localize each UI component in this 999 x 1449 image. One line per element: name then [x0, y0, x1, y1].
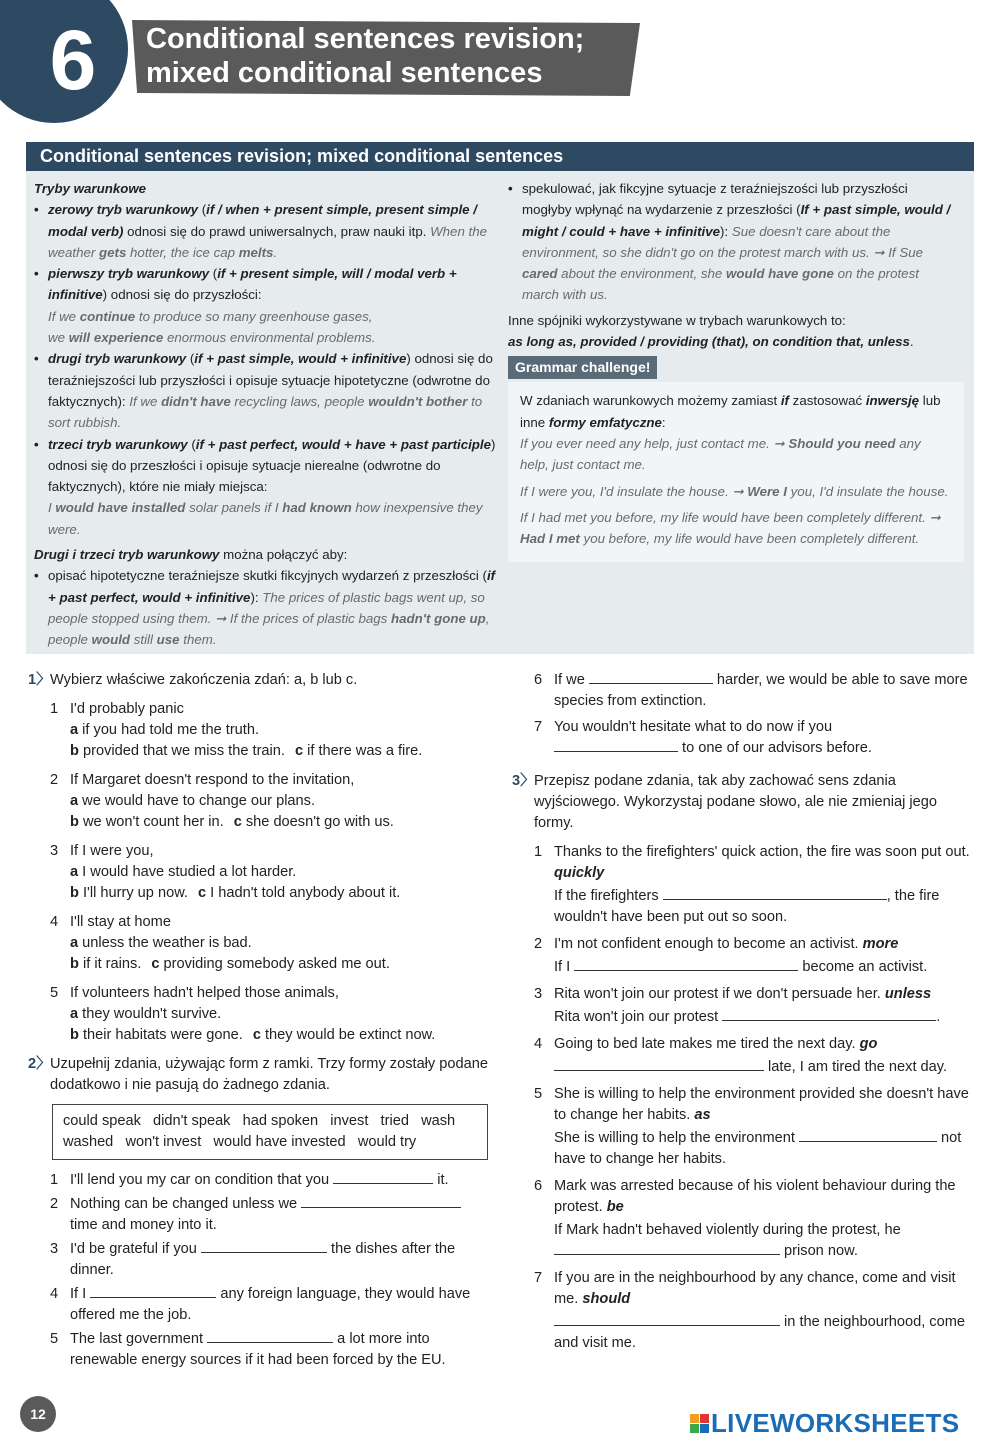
answer-blank[interactable] [554, 1312, 780, 1326]
item-number: 6 [534, 1178, 543, 1194]
option-b[interactable]: b I'll hurry up now. [70, 885, 188, 901]
grammar-challenge-tag: Grammar challenge! [508, 356, 657, 379]
exercise-2-item: 1 I'll lend you my car on condition that you it. [50, 1170, 490, 1191]
source-sentence: Going to bed late makes me tired the next day. go [554, 1036, 878, 1052]
mixed-title: Drugi i trzeci tryb warunkowy można połączyć aby: [34, 547, 348, 563]
key-word: more [862, 936, 899, 952]
key-word: quickly [554, 865, 605, 881]
chapter-number: 6 [49, 12, 97, 107]
exercise-3-title: 3〉 Przepisz podane zdania, tak aby zachować sens zdania wyjściowego. Wykorzystaj podane słowo, ale nie zmieniaj jego formy. [512, 773, 938, 831]
grammar-challenge-box [508, 382, 964, 562]
answer-blank[interactable] [589, 670, 713, 684]
item-number: 3 [50, 1241, 59, 1257]
answer-blank[interactable] [207, 1329, 333, 1343]
rewrite-line: If the firefighters , the fire wouldn't have been put out so soon. [554, 888, 940, 925]
option-a[interactable]: a they wouldn't survive. [70, 1006, 222, 1022]
item-stem: If volunteers hadn't helped those animals, [70, 985, 339, 1001]
option-b[interactable]: b their habitats were gone. [70, 1027, 243, 1043]
key-word: be [606, 1199, 624, 1215]
third-conditional: • trzeci tryb warunkowy (if + past perfect, would + have + past participle) odnosi się do przeszłości i opisuje sytuacje nierealne (odwrotne do faktycznych), które nie miały miejsca: I would have installed solar panels if I had known how inexpensive they were. [34, 434, 499, 540]
key-word: as [694, 1107, 711, 1123]
grammar-right-column [508, 178, 958, 562]
item-number: 1 [534, 844, 543, 860]
source-sentence: I'm not confident enough to become an activist. more [554, 936, 899, 952]
rewrite-line: Rita won't join our protest . [554, 1009, 941, 1025]
exercise-1-item [50, 699, 490, 762]
connectors-intro: Inne spójniki wykorzystywane w trybach warunkowych to: [508, 312, 846, 328]
exercise-3-item [534, 1268, 974, 1354]
connectors: as long as, provided / providing (that), on condition that, unless. [508, 334, 914, 350]
exercise-2-item: 3 I'd be grateful if you the dishes after the dinner. [50, 1241, 456, 1278]
exercise-3-item [534, 1176, 974, 1262]
title-line-2: mixed conditional sentences [146, 57, 543, 89]
answer-blank[interactable] [301, 1194, 461, 1208]
option-b[interactable]: b if it rains. [70, 956, 142, 972]
exercise-2-item: 2 Nothing can be changed unless we time and money into it. [50, 1194, 490, 1236]
page-title [146, 22, 636, 90]
answer-blank[interactable] [201, 1239, 327, 1253]
rewrite-line: She is willing to help the environment not have to change her habits. [554, 1130, 962, 1167]
source-sentence: Mark was arrested because of his violent behaviour during the protest. be [554, 1178, 956, 1215]
answer-blank[interactable] [574, 957, 798, 971]
chapter-number-badge [0, 0, 128, 123]
item-number: 2 [50, 1196, 59, 1212]
option-c[interactable]: c providing somebody asked me out. [151, 956, 390, 972]
item-number: 2 [534, 936, 543, 952]
option-b[interactable]: b provided that we miss the train. [70, 743, 285, 759]
source-sentence: She is willing to help the environment provided she doesn't have to change her habits. as [554, 1086, 969, 1123]
second-conditional: • drugi tryb warunkowy (if + past simple, would + infinitive) odnosi się do teraźniejszości lub przyszłości i opisuje sytuacje hipotetyczne (odwrotne do faktycznych): If we didn't have recycling laws, people wouldn't bother to sort rubbish. [34, 348, 499, 433]
left-exercise-column [28, 670, 490, 1374]
option-a[interactable]: a I would have studied a lot harder. [70, 864, 297, 880]
exercise-1-item [50, 912, 490, 975]
rewrite-line: If I become an activist. [554, 959, 928, 975]
option-a[interactable]: a if you had told me the truth. [70, 722, 260, 738]
option-c[interactable]: c I hadn't told anybody about it. [197, 885, 401, 901]
exercise-3-item [534, 1084, 974, 1170]
exercise-2-title: 2〉 Uzupełnij zdania, używając form z ramki. Trzy formy zostały podane dodatkowo i nie pasują do żadnego zdania. [28, 1056, 488, 1093]
item-number: 4 [50, 1286, 59, 1302]
liveworksheets-logo[interactable]: LIVEWORKSHEETS [690, 1408, 959, 1439]
exercise-3-item [534, 842, 974, 928]
exercise-2-continued [512, 670, 974, 759]
exercise-2-item: 6 If we harder, we would be able to save more species from extinction. [534, 672, 968, 709]
page-number: 12 [20, 1396, 56, 1432]
item-number: 5 [50, 1331, 59, 1347]
exercise-1-title: 1〉 Wybierz właściwe zakończenia zdań: a, b lub c. [28, 672, 358, 688]
item-number: 7 [534, 1270, 543, 1286]
title-line-1: Conditional sentences revision; [146, 23, 585, 55]
zero-conditional: • zerowy tryb warunkowy (if / when + present simple, present simple / modal verb) odnosi się do prawd uniwersalnych, praw nauki itp. When the weather gets hotter, the ice cap melts. [34, 199, 499, 263]
item-number: 1 [50, 1172, 59, 1188]
answer-blank[interactable] [722, 1007, 936, 1021]
grammar-heading: Conditional sentences revision; mixed conditional sentences [26, 142, 974, 171]
answer-blank[interactable] [799, 1128, 937, 1142]
item-number: 3 [50, 843, 59, 859]
exercise-1-item [50, 770, 490, 833]
logo-icon [690, 1414, 709, 1433]
source-sentence: If you are in the neighbourhood by any chance, come and visit me. should [554, 1270, 956, 1307]
source-sentence: Rita won't join our protest if we don't persuade her. unless [554, 986, 932, 1002]
item-number: 2 [50, 772, 59, 788]
exercise-3-item [534, 934, 974, 978]
challenge-example-2: If I were you, I'd insulate the house. ➞ Were I you, I'd insulate the house. [520, 483, 949, 499]
grammar-box [26, 142, 974, 654]
option-a[interactable]: a we would have to change our plans. [70, 793, 316, 809]
item-number: 4 [534, 1036, 543, 1052]
item-number: 5 [534, 1086, 543, 1102]
exercise-2-item: 7 You wouldn't hesitate what to do now if you to one of our advisors before. [534, 719, 872, 756]
item-stem: I'd probably panic [70, 701, 184, 717]
option-b[interactable]: b we won't count her in. [70, 814, 224, 830]
exercise-2-items [28, 1170, 490, 1371]
exercise-1-item [50, 841, 490, 904]
mixed-conditional-1: • opisać hipotetyczne teraźniejsze skutki fikcyjnych wydarzeń z przeszłości (if + past perfect, would + infinitive): The prices of plastic bags went up, so people stopped using them. ➞ If the prices of plastic bags hadn't gone up, people would still use them. [34, 565, 499, 650]
item-number: 5 [50, 985, 59, 1001]
item-number: 7 [534, 719, 543, 735]
exercise-2-item: 4 If I any foreign language, they would have offered me the job. [50, 1286, 471, 1323]
exercise-3-item [534, 984, 974, 1028]
answer-blank[interactable] [333, 1170, 433, 1184]
grammar-left-column [34, 178, 499, 651]
item-number: 1 [50, 701, 59, 717]
right-exercise-column [512, 670, 974, 1360]
key-word: go [859, 1036, 878, 1052]
answer-blank[interactable] [554, 1241, 780, 1255]
source-sentence: Thanks to the firefighters' quick action, the fire was soon put out. quickly [554, 844, 970, 881]
exercise-3-items [512, 842, 974, 1354]
item-number: 4 [50, 914, 59, 930]
option-c[interactable]: c they would be extinct now. [252, 1027, 436, 1043]
item-number: 3 [534, 986, 543, 1002]
option-c[interactable]: c she doesn't go with us. [233, 814, 394, 830]
exercise-1-item [50, 983, 490, 1046]
answer-blank[interactable] [663, 886, 887, 900]
option-a[interactable]: a unless the weather is bad. [70, 935, 252, 951]
exercise-1-items [28, 699, 490, 1046]
option-c[interactable]: c if there was a fire. [294, 743, 423, 759]
answer-blank[interactable] [90, 1284, 216, 1298]
mixed-conditional-2: • spekulować, jak fikcyjne sytuacje z teraźniejszości lub przyszłości mogłyby wpłynąć na wydarzenie z przeszłości (If + past simple, would / might / could + have + infinitive): Sue doesn't care about the environment, so she didn't go on the protest march with us. ➞ If Sue cared about the environment, she would have gone on the protest march with us. [508, 178, 958, 306]
exercise-3-item [534, 1034, 974, 1078]
rewrite-line: If Mark hadn't behaved violently during the protest, he prison now. [554, 1222, 901, 1259]
item-stem: I'll stay at home [70, 914, 171, 930]
section-title: Tryby warunkowe [34, 181, 147, 196]
challenge-intro: W zdaniach warunkowych możemy zamiast if zastosować inwersję lub inne formy emfatyczne: If you ever need any help, just contact me. ➞ Should you need any help, just contact me. [520, 393, 941, 473]
item-stem: If I were you, [70, 843, 154, 859]
rewrite-line: late, I am tired the next day. [554, 1057, 974, 1078]
key-word: unless [884, 986, 932, 1002]
rewrite-line: in the neighbourhood, come and visit me. [554, 1314, 965, 1351]
item-number: 6 [534, 672, 543, 688]
challenge-example-3: If I had met you before, my life would have been completely different. ➞ Had I met you before, my life would have been completely different. [520, 509, 941, 547]
exercise-2-item: 5 The last government a lot more into renewable energy sources if it had been forced by the EU. [50, 1331, 446, 1368]
first-conditional: • pierwszy tryb warunkowy (if + present simple, will / modal verb + infinitive) odnosi się do przyszłości: If we continue to produce so many greenhouse gases, we will experience enormous environmental problems. [34, 263, 499, 348]
item-stem: If Margaret doesn't respond to the invitation, [70, 772, 355, 788]
key-word: should [582, 1291, 631, 1307]
answer-blank[interactable] [554, 738, 678, 752]
answer-blank[interactable] [554, 1057, 764, 1071]
word-box: could speak didn't speak had spoken invest tried wash washed won't invest would have invested would try [52, 1104, 488, 1160]
